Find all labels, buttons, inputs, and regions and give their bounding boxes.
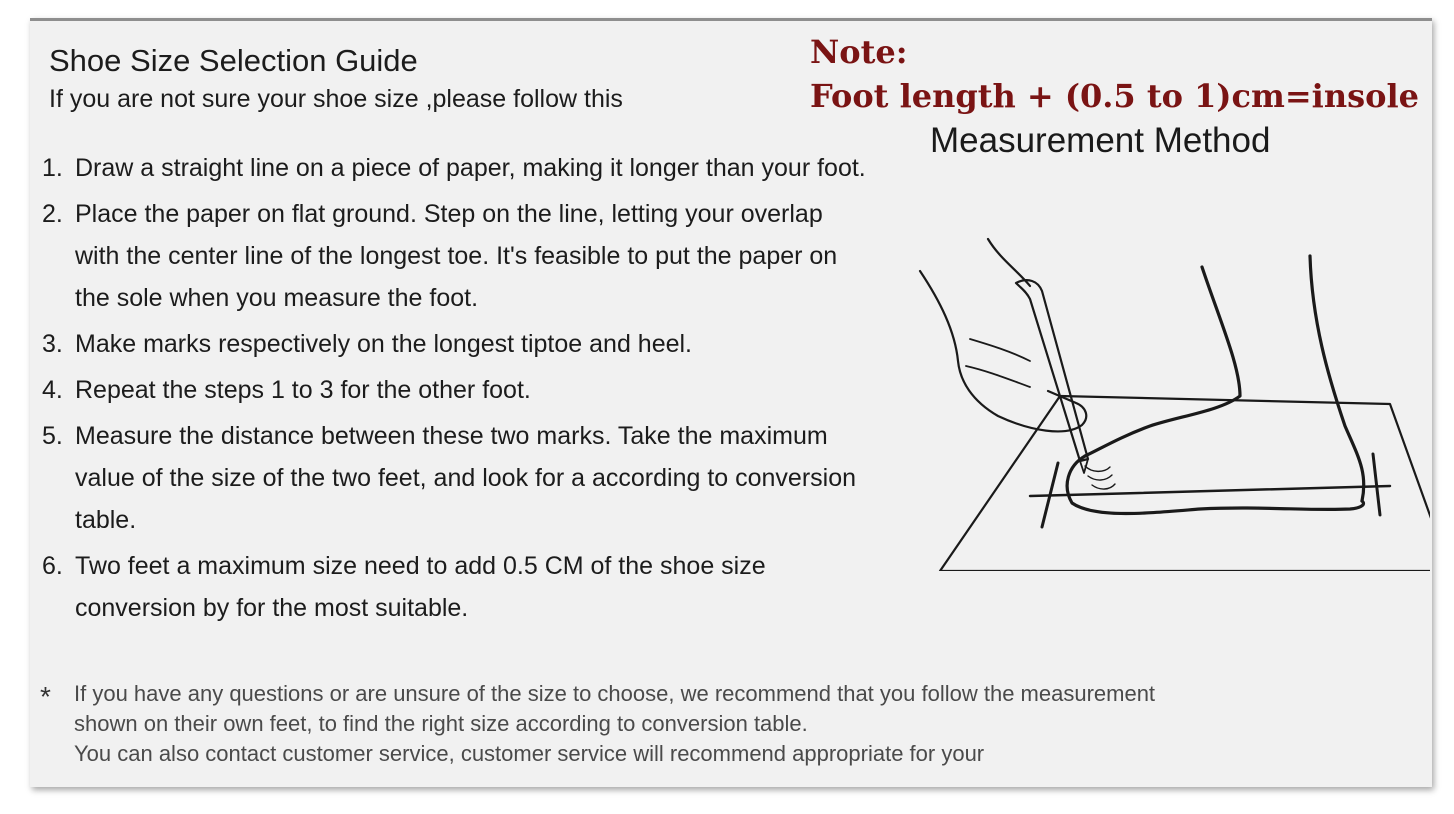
size-guide-card <box>30 18 1432 787</box>
step-text: Make marks respectively on the longest tiptoe and heel. <box>75 330 693 358</box>
list-item <box>42 415 872 541</box>
footnote-line: If you have any questions or are unsure of the size to choose, we recommend that you follow the measurement <box>74 681 1156 706</box>
step-number: 5. <box>42 422 63 450</box>
step-text: Draw a straight line on a piece of paper, making it longer than your foot. <box>75 154 866 182</box>
footnote <box>40 679 1420 769</box>
step-number: 4. <box>42 376 63 404</box>
note-formula: Foot length + (0.5 to 1)cm=insole <box>810 77 1419 115</box>
list-item <box>42 545 872 629</box>
step-text: Place the paper on flat ground. Step on the line, letting your overlap with the center line of the longest toe. It's feasible to put the paper on the sole when you measure the foot. <box>75 200 838 312</box>
foot-sole-shape <box>1067 456 1363 514</box>
list-item <box>42 193 872 319</box>
paper-line-shape <box>1030 486 1390 496</box>
step-number: 6. <box>42 552 63 580</box>
step-number: 2. <box>42 200 63 228</box>
toe-line-shape <box>1088 475 1112 480</box>
step-number: 1. <box>42 154 63 182</box>
steps-list <box>42 147 872 629</box>
toe-line-shape <box>1085 466 1110 471</box>
hand-finger-shape <box>966 366 1030 387</box>
list-item <box>42 369 872 411</box>
list-item <box>42 323 872 365</box>
measurement-method-title: Measurement Method <box>930 121 1271 160</box>
hand-shape <box>920 271 1086 431</box>
foot-measurement-drawing-icon <box>880 211 1430 571</box>
step-text: Measure the distance between these two marks. Take the maximum value of the size of the two feet, and look for a according to conversion table. <box>75 422 857 534</box>
list-item <box>42 147 872 189</box>
hand-shape <box>988 239 1030 286</box>
note-label: Note: <box>810 33 908 71</box>
guide-title: Shoe Size Selection Guide <box>49 43 418 78</box>
asterisk-icon: * <box>40 681 51 712</box>
heel-mark-shape <box>1373 454 1380 515</box>
leg-back-shape <box>1310 256 1364 501</box>
hand-finger-shape <box>970 339 1030 361</box>
guide-subtitle: If you are not sure your shoe size ,please follow this <box>49 85 623 113</box>
step-number: 3. <box>42 330 63 358</box>
step-text: Repeat the steps 1 to 3 for the other foot. <box>75 376 531 404</box>
footnote-line: shown on their own feet, to find the right size according to conversion table. <box>74 711 808 736</box>
footnote-line: You can also contact customer service, customer service will recommend appropriate for your <box>74 741 985 766</box>
toe-line-shape <box>1092 484 1115 489</box>
step-text: Two feet a maximum size need to add 0.5 CM of the shoe size conversion by for the most suitable. <box>75 552 766 622</box>
leg-front-shape <box>1085 267 1240 456</box>
pen-shape <box>1016 280 1088 461</box>
